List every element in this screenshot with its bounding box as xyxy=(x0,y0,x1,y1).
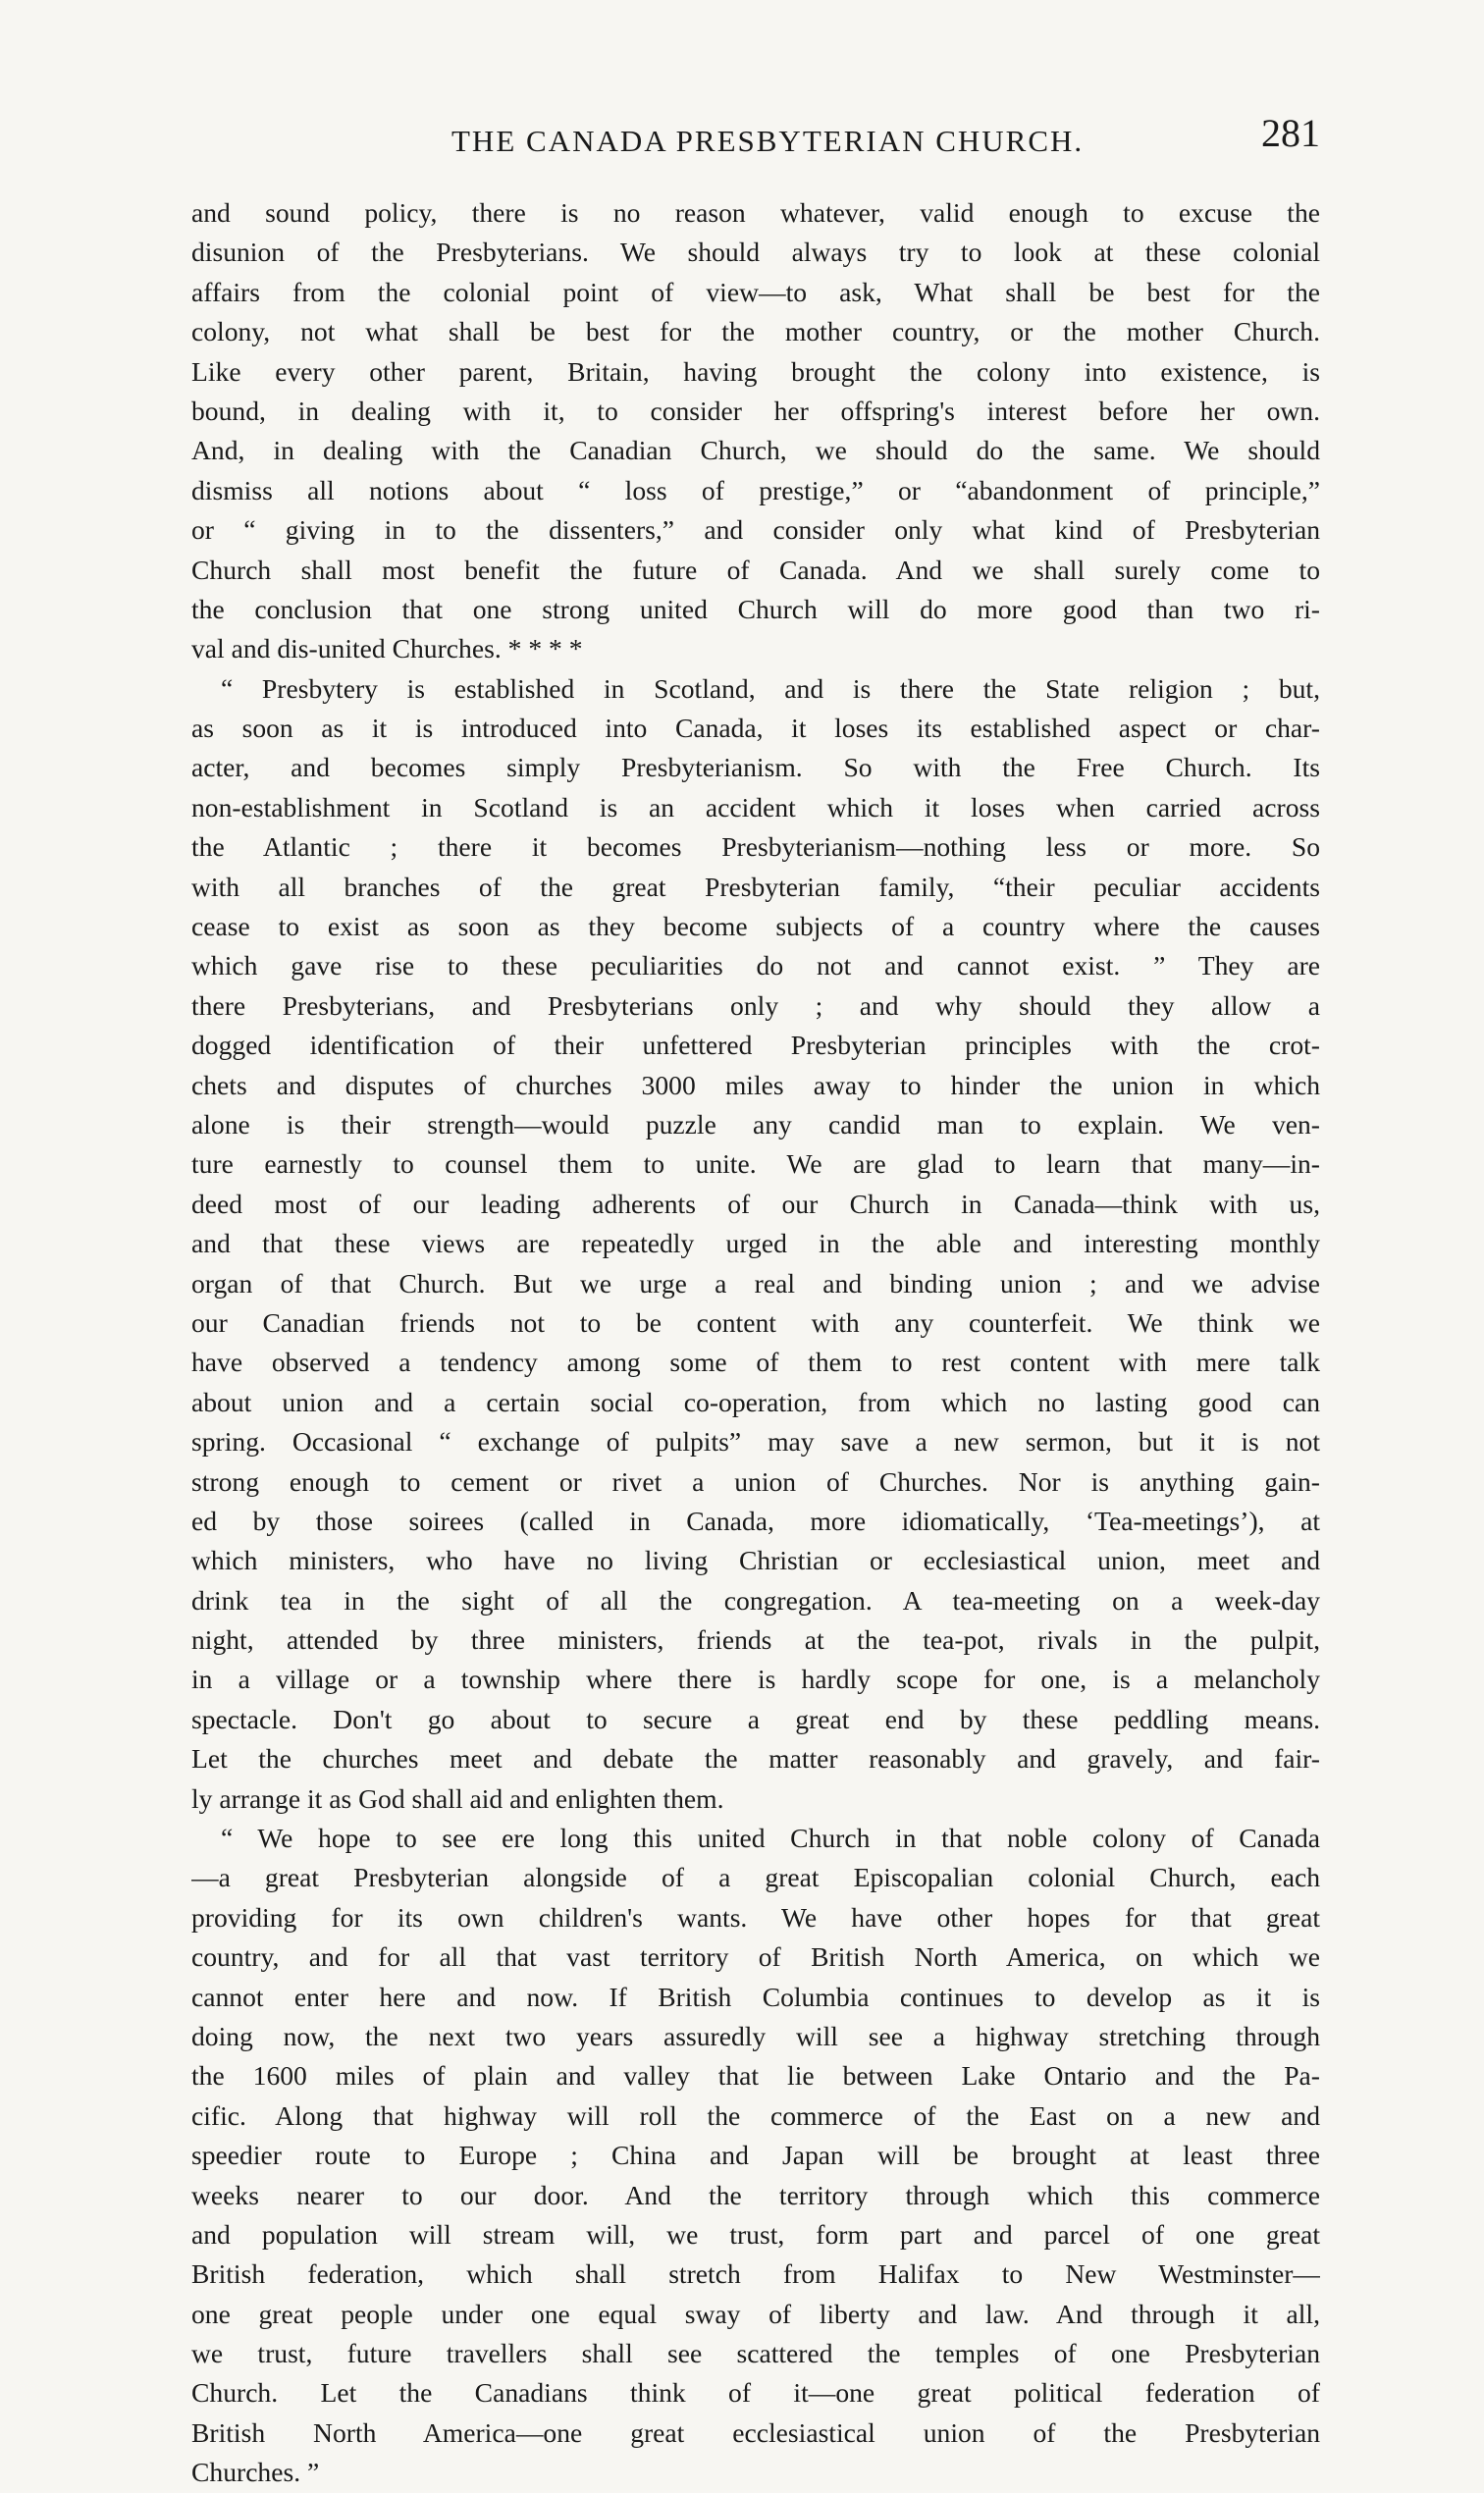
page-number: 281 xyxy=(1261,111,1320,155)
text-line: cific. Along that highway will roll the commerce of the East on a new and xyxy=(191,2099,1320,2131)
text-line: and population will stream will, we trust, form part and parcel of one great xyxy=(191,2218,1320,2250)
text-line: And, in dealing with the Canadian Church, we should do the same. We should xyxy=(191,435,1320,466)
text-line: —a great Presbyterian alongside of a great Episcopalian colonial Church, each xyxy=(191,1862,1320,1893)
text-line: cease to exist as soon as they become subjects of a country where the causes xyxy=(191,911,1320,942)
text-line: colony, not what shall be best for the mother country, or the mother Church. xyxy=(191,316,1320,347)
text-line: spring. Occasional “ exchange of pulpits” may save a new sermon, but it is not xyxy=(191,1426,1320,1458)
text-line: weeks nearer to our door. And the territory through which this commerce xyxy=(191,2179,1320,2210)
text-line: British North America—one great ecclesiastical union of the Presbyterian xyxy=(191,2416,1320,2448)
text-line: there Presbyterians, and Presbyterians only ; and why should they allow a xyxy=(191,989,1320,1021)
text-line: Let the churches meet and debate the matter reasonably and gravely, and fair- xyxy=(191,1743,1320,1775)
text-line: or “ giving in to the dissenters,” and consider only what kind of Presbyterian xyxy=(191,514,1320,546)
text-line: we trust, future travellers shall see scattered the temples of one Presbyterian xyxy=(191,2338,1320,2369)
text-line: spectacle. Don't go about to secure a great end by these peddling means. xyxy=(191,1703,1320,1734)
text-line: deed most of our leading adherents of our Church in Canada—think with us, xyxy=(191,1188,1320,1219)
text-line: dismiss all notions about “ loss of prestige,” or “abandonment of principle,” xyxy=(191,474,1320,505)
text-line: the conclusion that one strong united Church will do more good than two ri- xyxy=(191,593,1320,624)
running-title: THE CANADA PRESBYTERIAN CHURCH. xyxy=(451,124,1085,158)
text-line: “ Presbytery is established in Scotland, and is there the State religion ; but, xyxy=(221,672,1320,704)
text-line: speedier route to Europe ; China and Japan will be brought at least three xyxy=(191,2140,1320,2171)
text-line: ed by those soirees (called in Canada, more idiomatically, ‘Tea-meetings’), at xyxy=(191,1505,1320,1536)
text-line: with all branches of the great Presbyterian family, “their peculiar accidents xyxy=(191,871,1320,902)
text-line: have observed a tendency among some of them to rest content with mere talk xyxy=(191,1347,1320,1378)
text-line: ture earnestly to counsel them to unite. We are glad to learn that many—in- xyxy=(191,1148,1320,1180)
text-line: the 1600 miles of plain and valley that lie between Lake Ontario and the Pa- xyxy=(191,2060,1320,2092)
text-line: country, and for all that vast territory of British North America, on which we xyxy=(191,1941,1320,1973)
text-line: ly arrange it as God shall aid and enlighten them. xyxy=(191,1782,724,1814)
text-line: and sound policy, there is no reason whatever, valid enough to excuse the xyxy=(191,197,1320,228)
text-line: the Atlantic ; there it becomes Presbyterianism—nothing less or more. So xyxy=(191,831,1320,863)
text-line: Church. Let the Canadians think of it—one great political federation of xyxy=(191,2377,1320,2409)
text-line: dogged identification of their unfettered Presbyterian principles with the crot- xyxy=(191,1030,1320,1061)
text-line: doing now, the next two years assuredly will see a highway stretching through xyxy=(191,2020,1320,2051)
text-line: bound, in dealing with it, to consider her offspring's interest before her own. xyxy=(191,395,1320,426)
text-line: night, attended by three ministers, friends at the tea-pot, rivals in the pulpit, xyxy=(191,1624,1320,1656)
text-line: Churches. ” xyxy=(191,2457,320,2488)
text-line: affairs from the colonial point of view—to ask, What shall be best for the xyxy=(191,276,1320,307)
text-line: non-establishment in Scotland is an accident which it loses when carried across xyxy=(191,791,1320,822)
text-line: chets and disputes of churches 3000 miles away to hinder the union in which xyxy=(191,1069,1320,1100)
text-line: as soon as it is introduced into Canada, it loses its established aspect or char- xyxy=(191,713,1320,744)
text-line: organ of that Church. But we urge a real and binding union ; and we advise xyxy=(191,1267,1320,1299)
text-line: drink tea in the sight of all the congregation. A tea-meeting on a week-day xyxy=(191,1584,1320,1616)
text-line: and that these views are repeatedly urged in the able and interesting monthly xyxy=(191,1228,1320,1259)
text-line: Church shall most benefit the future of Canada. And we shall surely come to xyxy=(191,554,1320,585)
text-line: “ We hope to see ere long this united Church in that noble colony of Canada xyxy=(221,1823,1320,1854)
body-text xyxy=(191,193,1320,2493)
text-line: providing for its own children's wants. We have other hopes for that great xyxy=(191,1901,1320,1933)
text-line: which ministers, who have no living Christian or ecclesiastical union, meet and xyxy=(191,1545,1320,1576)
text-line: disunion of the Presbyterians. We should always try to look at these colonial xyxy=(191,237,1320,268)
text-line: about union and a certain social co-operation, from which no lasting good can xyxy=(191,1386,1320,1417)
text-line: in a village or a township where there is hardly scope for one, is a melancholy xyxy=(191,1664,1320,1695)
text-line: which gave rise to these peculiarities do not and cannot exist. ” They are xyxy=(191,950,1320,981)
text-line: strong enough to cement or rivet a union of Churches. Nor is anything gain- xyxy=(191,1465,1320,1497)
text-line: one great people under one equal sway of liberty and law. And through it all, xyxy=(191,2298,1320,2329)
text-line: cannot enter here and now. If British Columbia continues to develop as it is xyxy=(191,1981,1320,2012)
page-header xyxy=(191,110,1320,169)
text-line: alone is their strength—would puzzle any candid man to explain. We ven- xyxy=(191,1108,1320,1140)
text-line: Like every other parent, Britain, having brought the colony into existence, is xyxy=(191,355,1320,387)
text-line: our Canadian friends not to be content with any counterfeit. We think we xyxy=(191,1306,1320,1338)
text-line: acter, and becomes simply Presbyterianism. So with the Free Church. Its xyxy=(191,752,1320,783)
text-line: British federation, which shall stretch from Halifax to New Westminster— xyxy=(191,2258,1320,2290)
text-line: val and dis-united Churches. * * * * xyxy=(191,633,583,664)
